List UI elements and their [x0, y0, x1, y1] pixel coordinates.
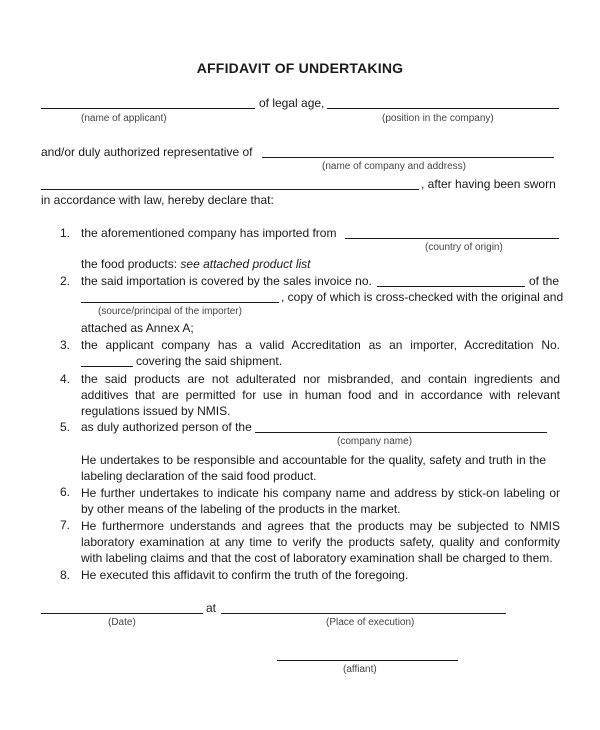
item3-line1: the applicant company has a valid Accreditation as an importer, Accreditation No.: [81, 338, 560, 352]
item1-text: the aforementioned company has imported from: [81, 226, 337, 240]
representative-text: and/or duly authorized representative of: [41, 145, 253, 159]
company-name-blank[interactable]: [262, 157, 554, 158]
product-list-ref: see attached product list: [180, 257, 311, 271]
hint-date: (Date): [108, 617, 136, 628]
item8-text: He executed this affidavit to confirm the truth of the foregoing.: [81, 568, 409, 582]
at-text: at: [206, 601, 217, 615]
invoice-blank[interactable]: [377, 286, 525, 287]
item2-of-the: of the: [529, 274, 560, 288]
source-blank[interactable]: [81, 302, 279, 303]
authorized-company-blank[interactable]: [255, 432, 547, 433]
item-number: 1.: [60, 226, 71, 240]
item-number: 8.: [60, 568, 71, 582]
item7-line2: laboratory examination at any time to verify the products safety, quality and conformity: [81, 535, 560, 549]
hint-company-address: (name of company and address): [322, 161, 466, 172]
item5-undertake2: labeling declaration of the said food product.: [81, 469, 317, 483]
item-number: 6.: [60, 485, 71, 499]
item-number: 7.: [60, 518, 71, 532]
hint-source: (source/principal of the importer): [98, 306, 242, 317]
of-legal-age-text: of legal age,: [259, 96, 325, 110]
item6-line2: by other means of the labeling of the products in the market.: [81, 502, 401, 516]
item4-line2: additives that are permitted for use in human food and in accordance with relevant: [81, 388, 560, 402]
hint-position: (position in the company): [382, 113, 494, 124]
item3-line2: covering the said shipment.: [136, 354, 283, 368]
document-title: AFFIDAVIT OF UNDERTAKING: [196, 60, 404, 76]
item7-line1: He furthermore understands and agrees that the products may be subjected to NMIS: [81, 519, 560, 533]
item-number: 3.: [60, 338, 71, 352]
accreditation-blank[interactable]: [81, 366, 133, 367]
hint-place: (Place of execution): [326, 617, 415, 628]
hint-applicant: (name of applicant): [81, 113, 167, 124]
item5-text: as duly authorized person of the: [81, 420, 252, 434]
item2-annex: attached as Annex A;: [81, 321, 194, 335]
position-blank[interactable]: [327, 108, 559, 109]
item4-line3: regulations issued by NMIS.: [81, 404, 231, 418]
item-number: 5.: [60, 420, 71, 434]
hint-country: (country of origin): [425, 242, 503, 253]
food-products-prefix: the food products:: [81, 257, 181, 271]
place-blank[interactable]: [221, 613, 506, 614]
item2-copy: , copy of which is cross-checked with the original and: [281, 290, 564, 304]
applicant-name-blank[interactable]: [41, 108, 255, 109]
company-address-blank[interactable]: [41, 189, 419, 190]
after-sworn-text: , after having been sworn: [421, 177, 556, 191]
item7-line3: with labeling claims and that the cost of laboratory examination shall be charged to them.: [81, 551, 553, 565]
item6-line1: He further undertakes to indicate his company name and address by stick-on labeling or: [81, 486, 560, 500]
hint-affiant: (affiant): [343, 664, 377, 675]
item2-line1: the said importation is covered by the sales invoice no.: [81, 274, 372, 288]
affiant-signature-blank[interactable]: [277, 660, 458, 661]
item-number: 2.: [60, 274, 71, 288]
country-blank[interactable]: [345, 238, 559, 239]
item5-undertake1: He undertakes to be responsible and accountable for the quality, safety and truth in the: [81, 453, 546, 467]
item-number: 4.: [60, 372, 71, 386]
hint-company-name: (company name): [337, 436, 413, 447]
food-products-line: [81, 257, 310, 272]
in-accordance-text: in accordance with law, hereby declare that:: [41, 193, 274, 207]
item4-line1: the said products are not adulterated nor misbranded, and contain ingredients and: [81, 372, 560, 386]
date-blank[interactable]: [41, 613, 203, 614]
